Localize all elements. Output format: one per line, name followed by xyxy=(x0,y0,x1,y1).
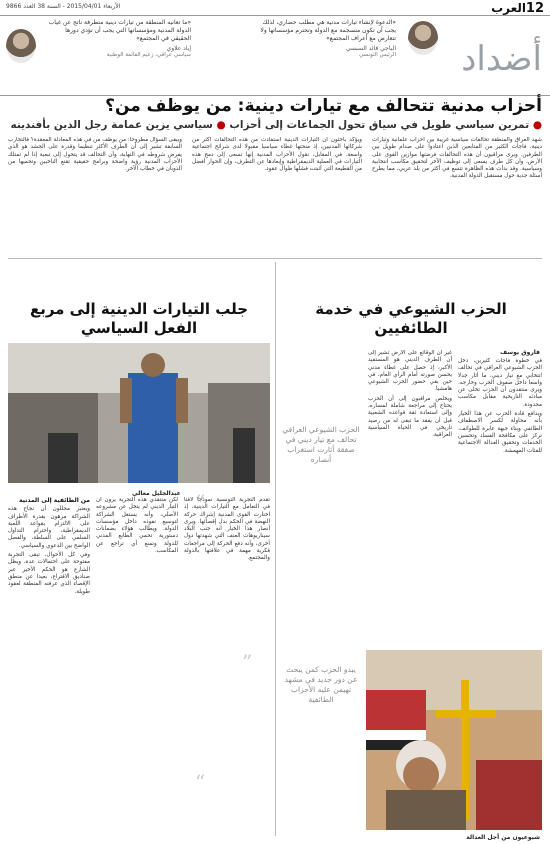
article-right-pull-quote-2: يبدو الحزب كمن يبحث عن دور جديد في مشهد تهيمن عليه الأحزاب الطائفية xyxy=(284,665,358,704)
article-right-photo xyxy=(366,650,542,830)
masthead xyxy=(0,0,550,16)
article-left-subsection: من الطائفية إلى المدنية xyxy=(19,497,90,504)
article-divider xyxy=(275,262,276,836)
quote-text-2: «ما تعانيه المنطقة من تيارات دينية متطرفة ناتج عن غياب الدولة المدنية ومؤسساتها التي يجب أن تؤدي دورها الحقيقي في المجتمع» xyxy=(48,19,191,42)
subhead-2: سياسي يزين عمامة رجل الدين بأفندينه xyxy=(10,119,213,131)
article-left-column-3: من الطائفية إلى المدنية ويعتبر محللون أن نجاح هذه الشراكة مرهون بقدرة الأطراف على الالتزام بقواعد اللعبة الديمقراطية، واحترام التداول السلمي على السلطة، والفصل الواضح بين الدعوي والسياسي. وفي كل الأحوال، تبقى التجربة مفتوحة على احتمالات عدة، ويظل الشارع هو الحكم الأخير عبر صناديق الاقتراع، بعيدا عن منطق الإقصاء الذي عرفته المنطقة لعقود طويلة. xyxy=(8,497,90,595)
article-left-photo xyxy=(8,343,270,483)
portrait-1 xyxy=(408,21,438,55)
quotes-band xyxy=(0,17,550,95)
article-left-byline: عبدالجليل معالي xyxy=(132,490,181,497)
article-right-column-1: في خطوة فاجأت كثيرين، دخل الحزب الشيوعي العراقي في تحالف انتخابي مع تيار ديني، ما أثار جدلا واسعا داخل صفوف الحزب وخارجه. ويرى منتقدون أن الحزب تخلى عن مبادئه التاريخية مقابل مكاسب محدودة. ويدافع قادة الحزب عن هذا الخيار بأنه محاولة لكسر الاصطفاف الطائفي وبناء جبهة عابرة للطوائف، تركز على مكافحة الفساد وتحسين الخدمات وتحقيق العدالة الاجتماعية للفئات المهمشة. xyxy=(458,358,542,454)
main-headline: أحزاب مدنية تتحالف مع تيارات دينية: من يوظف من؟ xyxy=(105,96,542,116)
subheads xyxy=(8,119,542,131)
quote-mark-icon: “ xyxy=(195,490,206,514)
quote-box-2 xyxy=(40,17,195,95)
article-right-column-2: غير أن الوقائع على الأرض تشير إلى أن الطرف الديني هو المستفيد الأكبر، إذ حصل على غطاء مدني يحسن صورته أمام الرأي العام، في حين بقي حضور الحزب الشيوعي هامشيا. ويخلص مراقبون إلى أن الحزب يحتاج إلى مراجعة شاملة لمساره، وإلى استعادة ثقة قواعده الشعبية قبل أن يفقد ما تبقى له من رصيد تاريخي في الحياة السياسية العراقية. xyxy=(368,350,452,439)
street-protest-photo xyxy=(8,343,270,483)
quote-text-1: «الدعوة لإنشاء تيارات مدنية هي مطلب حضاري، لذلك يجب أن تكون منسجمة مع الدولة وتحترم مؤسساتها ولا تتعارض مع أعراف المجتمع» xyxy=(260,19,396,42)
quote-mark-icon: ” xyxy=(242,650,253,674)
portrait-2 xyxy=(6,29,36,63)
intro-divider xyxy=(8,258,542,259)
article-left-column-1: تقدم التجربة التونسية نموذجا لافتا في التعامل مع التيارات الدينية، إذ اختارت القوى المدنية إشراك حركة النهضة في الحكم بدل إقصائها. ويرى أنصار هذا الخيار أنه جنب البلاد سيناريوهات العنف التي شهدتها دول أخرى، وأنه دفع الحركة إلى مراجعات فكرية مهمة في علاقتها بالدولة والمجتمع. xyxy=(184,497,270,562)
quote-box-1 xyxy=(250,17,400,95)
intro-column-2: ويؤكد باحثون أن التيارات الدينية استفادت من هذه التحالفات أكثر من شركائها المدنيين، إذ منحتها غطاء سياسيا مقبولا لدى شرائح اجتماعية واسعة. في المقابل، تقول الأحزاب المدنية إنها تسعى إلى دمج هذه التيارات في العملية الديمقراطية وإبعادها عن التطرف، وإن الحوار أفضل من القطيعة التي أثبتت فشلها طوال عقود. xyxy=(192,137,362,173)
bullet-icon: ● xyxy=(532,119,542,131)
issue-line: الأربعاء 2015/04/01 - السنة 38 العدد 9866 xyxy=(6,3,121,10)
paper-logo: العرب xyxy=(491,1,526,15)
article-right-pull-quote: الحزب الشيوعي العراقي تحالف مع تيار ديني في صفقة أثارت استغراب أنصاره xyxy=(282,425,360,464)
article-right-title: الحزب الشيوعي في خدمة الطائفيين xyxy=(315,300,507,337)
protest-photo xyxy=(366,650,542,830)
subhead-1: تمرين سياسي طويل في سياق تحول الجماعات إلى أحزاب xyxy=(229,119,530,131)
intro-column-1: شهد العراق والمنطقة تحالفات سياسية غريبة بين أحزاب علمانية وتيارات دينية، فاجأت الكثير من المتابعين الذين اعتادوا على صدام طويل بين الطرفين. ويرى مراقبون أن هذه التحالفات فرضتها موازين القوى على الأرض، وأن كل طرف يسعى إلى توظيف الآخر لتحقيق مكاسب انتخابية وسياسية. وقد بدأت هذه الظاهرة تتسع في أكثر من بلد عربي، مما يطرح أسئلة جدية حول مستقبل الدولة المدنية. xyxy=(372,137,542,180)
page-number: 12 xyxy=(525,1,544,16)
quote-role-1: الرئيس التونسي xyxy=(359,52,396,58)
article-left-column-2: لكن منتقدي هذه التجربة يرون أن التيار الديني لم يتخل عن مشروعه الأصلي، وأنه يستغل الشراكة لتوسيع نفوذه داخل مؤسسات الدولة. ويطالب هؤلاء بضمانات دستورية تحمي الطابع المدني للدولة وتمنع أي تراجع عن المكاسب. xyxy=(96,497,178,555)
quote-mark-icon: “ xyxy=(195,770,206,794)
section-title: أضداد xyxy=(461,39,542,79)
quote-name-1: الباجي قائد السبسي xyxy=(345,45,396,52)
article-right-caption: شيوعيون من أجل العدالة xyxy=(466,834,540,841)
article-right-byline: فاروق يوسف xyxy=(500,349,540,356)
article-left-title: جلب التيارات الدينية إلى مربع الفعل السياسي xyxy=(29,300,249,337)
bullet-icon: ● xyxy=(216,119,226,131)
intro-column-3: ويبقى السؤال مطروحا: من يوظف من في هذه المعادلة المعقدة؟ فالتجارب السابقة تشير إلى أن الطرف الأكثر تنظيما وقدرة على الحشد هو الذي يفرض شروطه في النهاية، وأن التحالف قد يتحول إلى تبعية إذا لم تمتلك الأحزاب المدنية رؤية واضحة وبرامج حقيقية تقنع الناخبين وتحميها من الذوبان في خطاب الآخر. xyxy=(8,137,182,173)
quote-role-2: سياسي عراقي، زعيم القائمة الوطنية xyxy=(106,52,191,58)
quote-name-2: إياد علاوي xyxy=(166,45,191,52)
